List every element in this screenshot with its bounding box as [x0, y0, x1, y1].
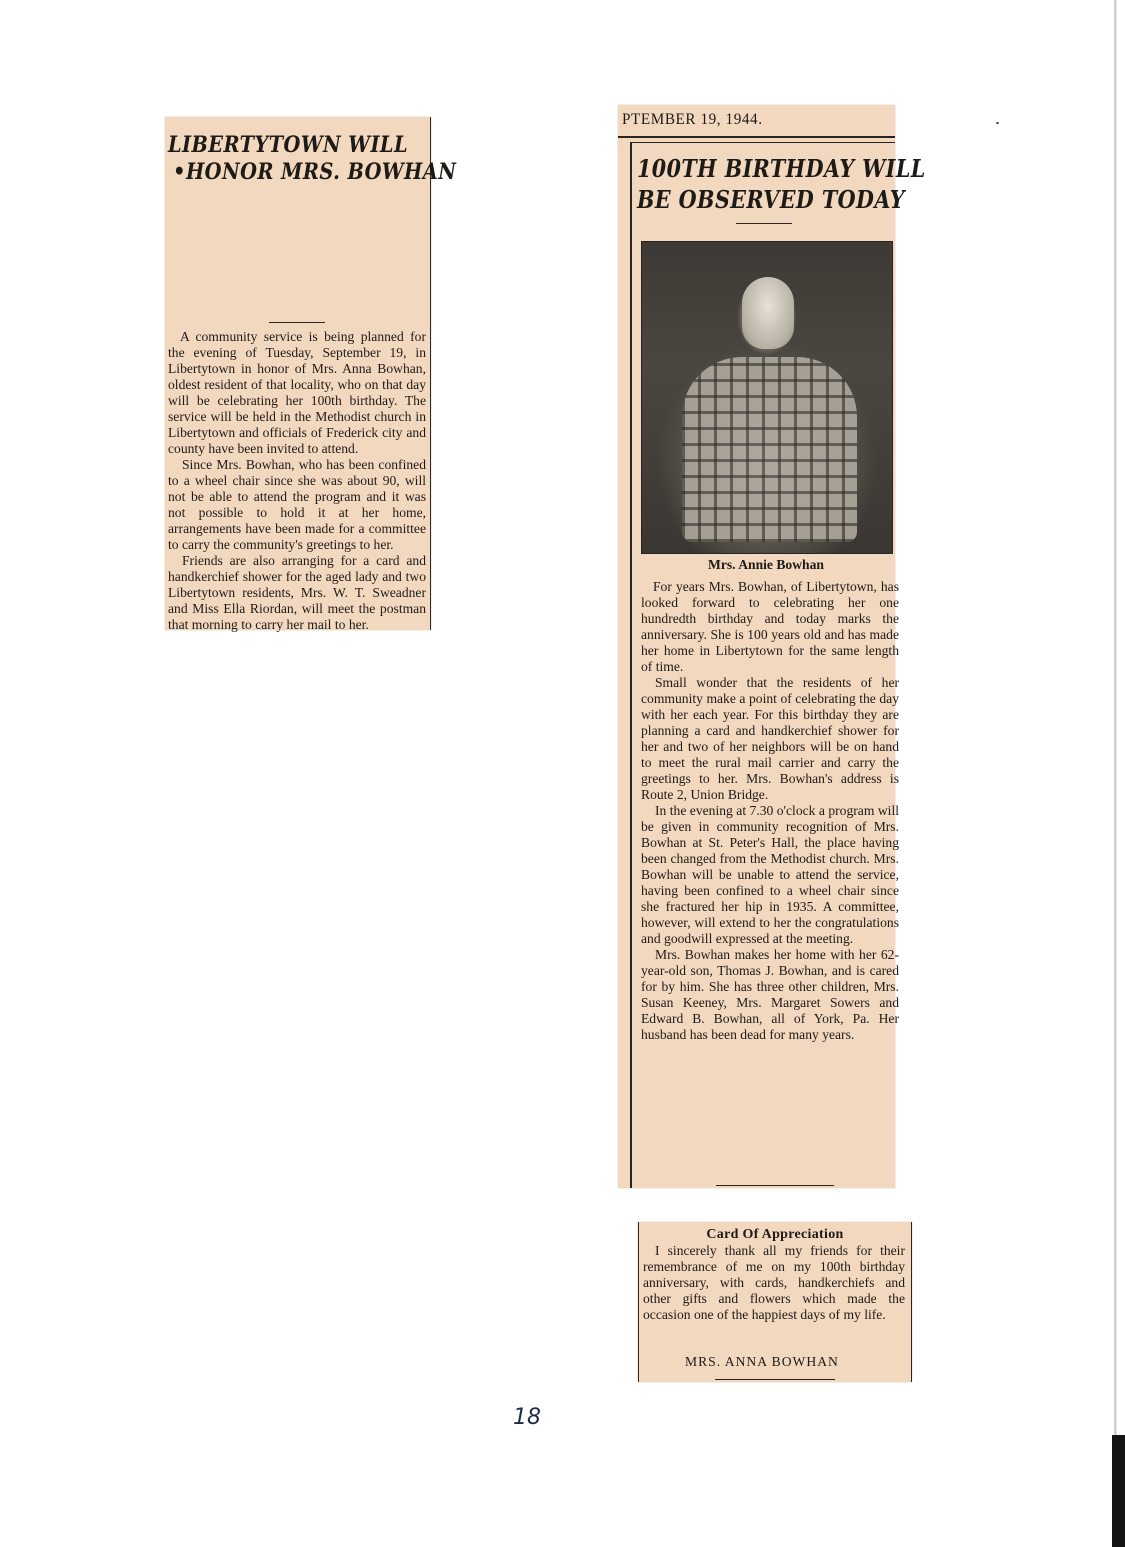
clipping2-paragraph: Small wonder that the residents of her community make a point of celebrating the day with her each year. For this birthday they are planning a card and handkerchief shower for her and two of her neighbors will be on hand to meet the rural mail carrier and carry the greetings to her. Mrs. Bowhan's address is Route 2, Union Bridge. [641, 675, 899, 802]
portrait-photo [641, 241, 893, 554]
clipping2-article-body [641, 579, 899, 1043]
clipping-card-of-appreciation [638, 1222, 912, 1382]
headline-divider [736, 223, 792, 224]
card-paragraph: I sincerely thank all my friends for their remembrance of me on my 100th birthday anniversary, with cards, handkerchiefs and other gifts and flowers which made the occasion one of the happiest days of my life. [643, 1243, 905, 1322]
clipping1-headline [168, 132, 456, 186]
card-title: Card Of Appreciation [706, 1227, 844, 1242]
headline-divider [269, 322, 325, 323]
portrait-face [742, 277, 794, 349]
clipping2-headline [637, 153, 926, 215]
clipping-100th-birthday-observed [618, 105, 926, 1188]
clipping-libertytown-will-honor [165, 117, 457, 632]
clipping1-article-body [168, 329, 426, 633]
clipping1-headline-line1: LIBERTYTOWN WILL [168, 132, 409, 158]
dateline-rule [618, 136, 895, 138]
column-rule [630, 143, 632, 1188]
article-end-rule [716, 1185, 834, 1186]
clipping2-paragraph: In the evening at 7.30 o'clock a program will be given in community recognition of Mrs. Bowhan at St. Peter's Hall, the place having been changed from the Methodist church. Mrs. Bowhan will be unable to attend the service, having been confined to a wheel chair since she fractured her hip in 1935. A committee, however, will extend to her the congratulations and goodwill expressed at the meeting. [641, 803, 899, 946]
photo-caption: Mrs. Annie Bowhan [708, 557, 824, 572]
dust-speck [996, 122, 999, 124]
clipping1-paragraph: Since Mrs. Bowhan, who has been confined to a wheel chair since she was about 90, will not be able to attend the program and it was not possible to hold it at her home, arrangements have been made for a committee to carry the community's greetings to her. [168, 457, 426, 552]
clipping2-headline-line2: BE OBSERVED TODAY [637, 185, 905, 214]
clipping2-headline-line1: 100TH BIRTHDAY WILL [637, 154, 926, 183]
article-end-rule [715, 1379, 835, 1380]
clipping1-headline-line2: •HONOR MRS. BOWHAN [173, 159, 457, 185]
page-number: 18 [513, 1405, 541, 1430]
portrait-dress [682, 357, 857, 542]
dateline: PTEMBER 19, 1944. [622, 111, 763, 128]
dateline-rule-thin [630, 142, 895, 143]
clipping2-paragraph: Mrs. Bowhan makes her home with her 62-year-old son, Thomas J. Bowhan, and is cared for by him. She has three other children, Mrs. Susan Keeney, Mrs. Margaret Sowers and Edward B. Bowhan, all of York, Pa. Her husband has been dead for many years. [641, 947, 899, 1042]
clipping1-paragraph: Friends are also arranging for a card and handkerchief shower for the aged lady and two Libertytown residents, Mrs. W. T. Sweadner and Miss Ella Riordan, will meet the postman that morning to carry her mail to her. [168, 553, 426, 632]
clipping2-paragraph: For years Mrs. Bowhan, of Libertytown, has looked forward to celebrating her one hundredth birthday and today marks the anniversary. She is 100 years old and has made her home in Libertytown for the same length of time. [641, 579, 899, 674]
card-body [643, 1243, 905, 1323]
clipping1-paragraph: A community service is being planned for the evening of Tuesday, September 19, in Libertytown in honor of Mrs. Anna Bowhan, oldest resident of that locality, who on that day will be celebrating her 100th birthday. The service will be held in the Methodist church in Libertytown and officials of Frederick city and county have been invited to attend. [168, 329, 426, 456]
card-signature: MRS. ANNA BOWHAN [685, 1354, 839, 1369]
scan-edge-line [1114, 0, 1117, 1547]
scan-edge-shadow [1112, 1435, 1125, 1547]
